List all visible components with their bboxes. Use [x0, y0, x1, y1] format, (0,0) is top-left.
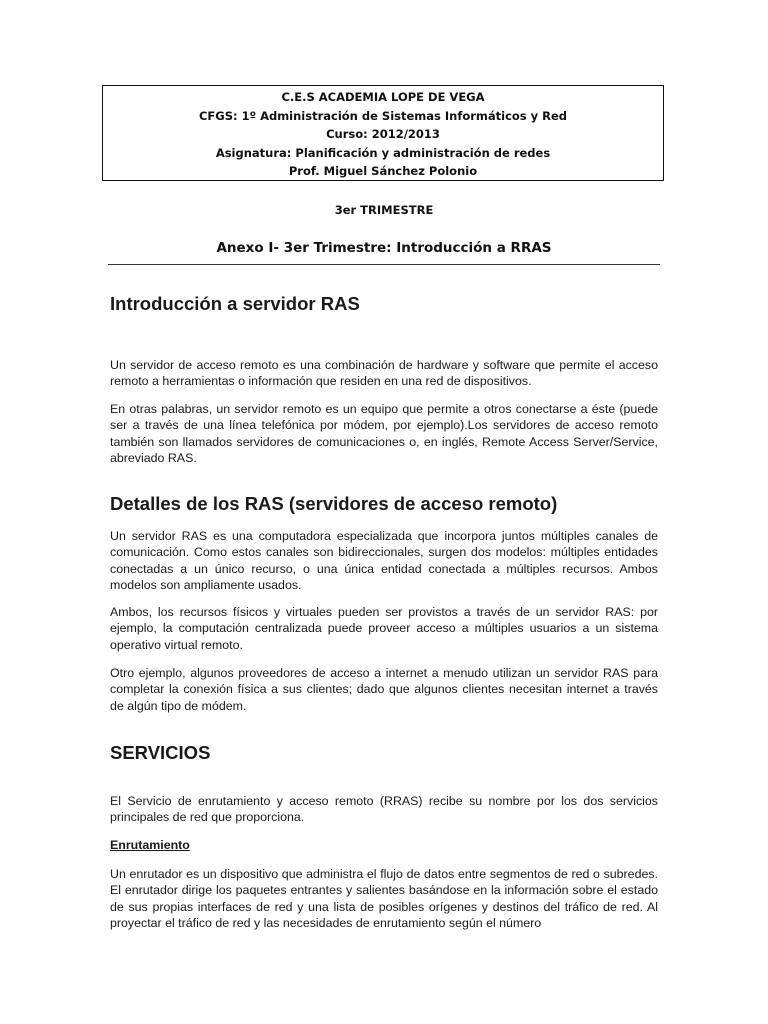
details-heading: Detalles de los RAS (servidores de acceso remoto) — [110, 493, 558, 514]
routing-subheading: Enrutamiento — [110, 838, 190, 852]
details-paragraph-2: Ambos, los recursos físicos y virtuales pueden ser provistos a través de un servidor RAS: por ejemplo, la computación centralizada puede proveer acceso a múltiples usuarios a un sistema operativo virtual remoto. — [110, 605, 658, 652]
annex-title: Anexo I- 3er Trimestre: Introducción a RRAS — [216, 240, 552, 256]
header-school-name: C.E.S ACADEMIA LOPE DE VEGA — [281, 90, 485, 104]
header-course-program: CFGS: 1º Administración de Sistemas Informáticos y Red — [198, 108, 568, 123]
services-paragraph-1: El Servicio de enrutamiento y acceso remoto (RRAS) recibe su nombre por los dos servicios principales de red que proporciona. — [110, 794, 658, 825]
details-paragraph-3: Otro ejemplo, algunos proveedores de acceso a internet a menudo utilizan un servidor RAS para completar la conexión física a sus clientes; dado que algunos clientes necesitan internet a través de algún tipo de módem. — [110, 666, 658, 713]
intro-paragraph-2: En otras palabras, un servidor remoto es un equipo que permite a otros conectarse a éste (puede ser a través de una línea telefónica por módem, por ejemplo).Los servidores de acceso remoto también son llamados servidores de comunicaciones o, en inglés, Remote Access Server/Service, abreviado RAS. — [110, 402, 658, 465]
header-subject: Asignatura: Planificación y administración de redes — [215, 145, 551, 160]
title-divider — [108, 264, 660, 265]
services-heading: SERVICIOS — [110, 742, 211, 763]
trimester-label: 3er TRIMESTRE — [334, 203, 434, 217]
header-professor: Prof. Miguel Sánchez Polonio — [288, 164, 478, 179]
institution-header-box — [102, 85, 664, 181]
header-academic-year: Curso: 2012/2013 — [326, 127, 440, 142]
intro-heading: Introducción a servidor RAS — [110, 293, 360, 314]
details-paragraph-1: Un servidor RAS es una computadora especializada que incorpora juntos múltiples canales de comunicación. Como estos canales son bidireccionales, surgen dos modelos: múltiples entidades conectadas a un único recurso, o una única entidad conectada a múltiples recursos. Ambos modelos son ampliamente usados. — [110, 529, 658, 592]
intro-paragraph-1: Un servidor de acceso remoto es una combinación de hardware y software que permite el acceso remoto a herramientas o información que residen en una red de dispositivos. — [110, 358, 658, 389]
routing-paragraph: Un enrutador es un dispositivo que administra el flujo de datos entre segmentos de red o subredes. El enrutador dirige los paquetes entrantes y salientes basándose en la información sobre el estado de sus propias interfaces de red y una lista de posibles orígenes y destinos del tráfico de red. Al proyectar el tráfico de red y las necesidades de enrutamiento según el número — [110, 867, 658, 930]
